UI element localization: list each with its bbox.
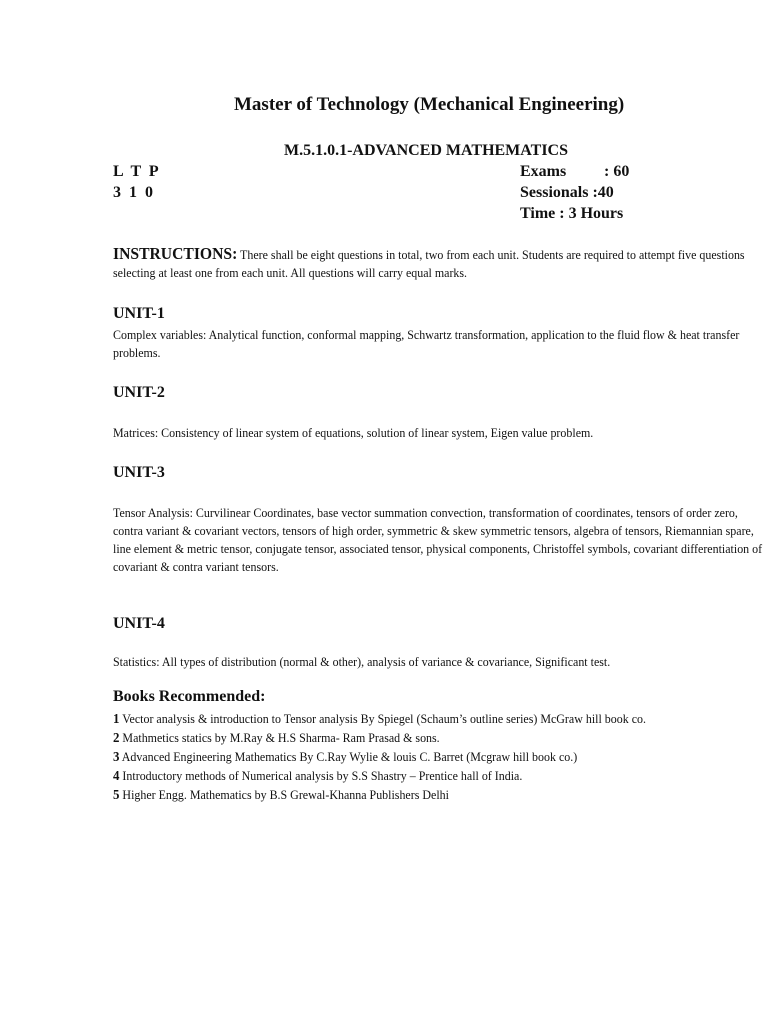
page-title: Master of Technology (Mechanical Engineering) (234, 94, 625, 115)
unit-1-text: Complex variables: Analytical function, conformal mapping, Schwartz transformation, application to the fluid flow & heat transfer problems. (113, 327, 740, 360)
book-number: 2 (113, 731, 120, 746)
instructions-heading: INSTRUCTIONS: (113, 244, 238, 263)
exams-marks (520, 163, 629, 181)
book-text: Introductory methods of Numerical analysis by S.S Shastry – Prentice hall of India. (119, 768, 523, 783)
book-item (113, 710, 766, 729)
book-number: 3 (113, 750, 120, 765)
ltp-values: 3 1 0 (113, 184, 153, 201)
subject-code-title: M.5.1.0.1-ADVANCED MATHEMATICS (284, 142, 568, 159)
book-number: 4 (113, 769, 120, 784)
book-item (113, 786, 766, 805)
book-text: Vector analysis & introduction to Tensor analysis By Spiegel (Schaum’s outline series) McGraw hill book co. (119, 711, 646, 726)
instructions-block (113, 245, 768, 282)
book-number: 1 (113, 712, 120, 727)
books-heading: Books Recommended: (113, 688, 266, 705)
unit-4-content (113, 653, 768, 671)
book-item (113, 748, 766, 767)
unit-3-heading: UNIT-3 (113, 464, 165, 481)
unit-1-content (113, 326, 768, 362)
books-list-text (113, 710, 766, 805)
unit-4-heading: UNIT-4 (113, 615, 165, 632)
unit-2-content (113, 424, 768, 442)
sessionals-marks: Sessionals :40 (520, 184, 614, 201)
ltp-header: L T P (113, 163, 159, 180)
exams-value: : 60 (604, 163, 630, 180)
unit-2-text: Matrices: Consistency of linear system of equations, solution of linear system, Eigen value problem. (113, 425, 594, 440)
book-item (113, 767, 766, 786)
unit-2-heading: UNIT-2 (113, 384, 165, 401)
book-text: Mathmetics statics by M.Ray & H.S Sharma- Ram Prasad & sons. (119, 730, 440, 745)
book-item (113, 729, 766, 748)
book-number: 5 (113, 788, 120, 803)
instructions-text: There shall be eight questions in total, two from each unit. Students are required to attempt five questions selecting at least one from each unit. All questions will carry equal marks. (113, 247, 745, 280)
books-list (113, 710, 768, 805)
unit-3-content (113, 504, 768, 576)
book-text: Higher Engg. Mathematics by B.S Grewal-Khanna Publishers Delhi (119, 787, 449, 802)
book-text: Advanced Engineering Mathematics By C.Ray Wylie & louis C. Barret (Mcgraw hill book co.) (119, 749, 578, 764)
unit-1-heading: UNIT-1 (113, 305, 165, 322)
unit-4-text: Statistics: All types of distribution (normal & other), analysis of variance & covariance, Significant test. (113, 654, 611, 669)
exams-label: Exams (520, 163, 567, 180)
unit-3-text: Tensor Analysis: Curvilinear Coordinates, base vector summation convection, transformation of coordinates, tensors of order zero, contra variant & covariant vectors, tensors of high order, symmetric & skew symmetric tensors, algebra of tensors, Riemannian spare, line element & metric tensor, conjugate tensor, associated tensor, physical components, Christoffel symbols, covariant differentiation of covariant & contra variant tensors. (113, 505, 763, 574)
exam-duration: Time : 3 Hours (520, 205, 624, 222)
